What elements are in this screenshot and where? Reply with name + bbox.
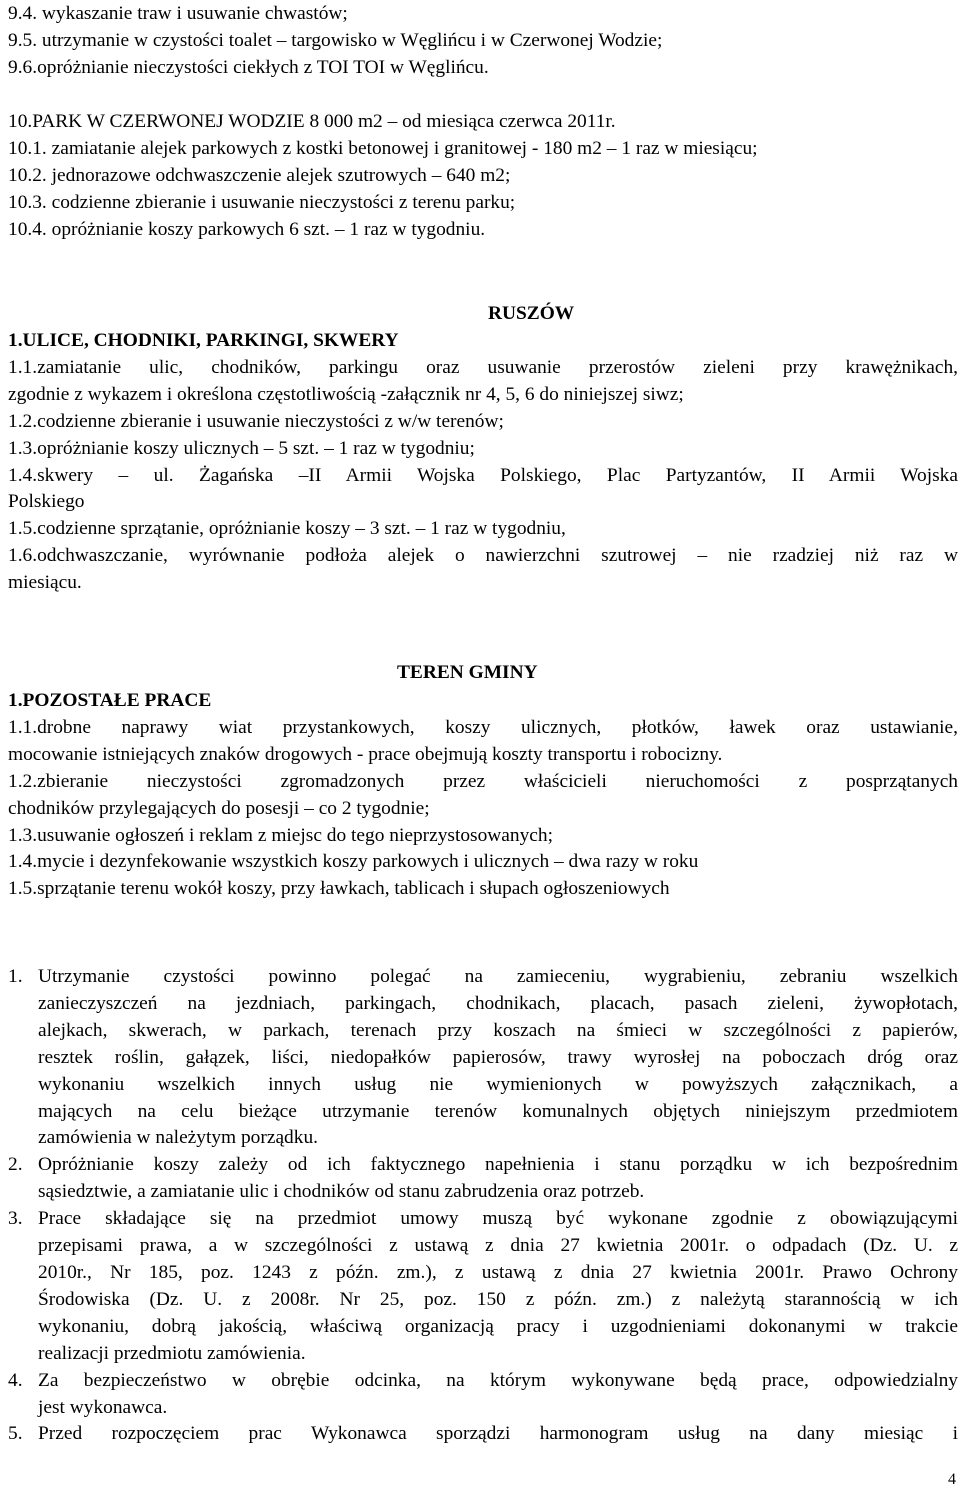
- park-wegliniec-section: [8, 1, 958, 82]
- text-line: wykonaniu wszelkich innych usług nie wymienionych w powyższych załącznikach, a: [38, 1073, 958, 1095]
- text-line: 1.4.skwery – ul. Żagańska –II Armii Wojska Polskiego, Plac Partyzantów, II Armii Wojska: [8, 464, 958, 486]
- ruszow-section: [8, 328, 958, 597]
- page-number: 4: [948, 1471, 956, 1488]
- list-number: 4.: [8, 1369, 23, 1391]
- text-line: miesiącu.: [8, 572, 82, 594]
- list-item: [8, 1152, 958, 1206]
- text-line: 1.3.usuwanie ogłoszeń i reklam z miejsc do tego nieprzystosowanych;: [8, 824, 553, 846]
- text-line: Polskiego: [8, 491, 85, 513]
- text-line: mocowanie istniejących znaków drogowych - prace obejmują koszty transportu i robocizny.: [8, 743, 723, 765]
- list-item: [8, 1206, 958, 1367]
- text-line: 9.5. utrzymanie w czystości toalet – targowisko w Węglińcu i w Czerwonej Wodzie;: [8, 29, 663, 51]
- text-line: przepisami prawa, a w szczególności z ustawą z dnia 27 kwietnia 2001r. o odpadach (Dz. U. z: [38, 1235, 958, 1257]
- list-number: 1.: [8, 966, 23, 987]
- text-line: alejkach, skwerach, w parkach, terenach przy koszach na śmieci w szczególności z papierów,: [38, 1019, 958, 1041]
- list-number: 2.: [8, 1154, 23, 1176]
- list-item: [8, 1421, 958, 1448]
- text-line: jest wykonawca.: [38, 1396, 168, 1418]
- text-line: Przed rozpoczęciem prac Wykonawca sporządzi harmonogram usług na dany miesiąc i: [38, 1423, 958, 1445]
- text-line: 1.3.opróżnianie koszy ulicznych – 5 szt. – 1 raz w tygodniu;: [8, 437, 475, 459]
- text-line: 1.2.codzienne zbieranie i usuwanie nieczystości z w/w terenów;: [8, 410, 504, 432]
- text-line: zamówienia w należytym porządku.: [38, 1127, 318, 1149]
- text-line: Środowiska (Dz. U. z 2008r. Nr 25, poz. 150 z późn. zm.) z należytą starannością w ich: [38, 1288, 958, 1310]
- section-heading: 10.PARK W CZERWONEJ WODZIE 8 000 m2 – od miesiąca czerwca 2011r.: [8, 111, 616, 132]
- park-czerwona-woda-section: [8, 109, 958, 244]
- text-line: 1.1.zamiatanie ulic, chodników, parkingu oraz usuwanie przerostów zieleni przy krawężnikach,: [8, 356, 958, 378]
- text-line: 1.4.mycie i dezynfekowanie wszystkich koszy parkowych i ulicznych – dwa razy w roku: [8, 851, 699, 873]
- teren-gminy-section: [8, 688, 958, 903]
- text-line: zgodnie z wykazem i określona częstotliwością -załącznik nr 4, 5, 6 do niniejszej siwz;: [8, 383, 684, 405]
- list-number: 5.: [8, 1423, 23, 1445]
- text-line: chodników przylegających do posesji – co 2 tygodnie;: [8, 797, 430, 819]
- text-line: resztek roślin, gałązek, liści, niedopałków papierosów, trawy wyrosłej na poboczach dróg oraz: [38, 1046, 958, 1068]
- section-title-teren-gminy: TEREN GMINY: [397, 662, 538, 683]
- text-line: 10.4. opróżnianie koszy parkowych 6 szt. – 1 raz w tygodniu.: [8, 218, 486, 240]
- text-line: zanieczyszczeń na jezdniach, parkingach, chodnikach, placach, pasach zieleni, żywopłotach,: [38, 992, 958, 1014]
- list-number: 3.: [8, 1208, 23, 1230]
- text-line: Za bezpieczeństwo w obrębie odcinka, na którym wykonywane będą prace, odpowiedzialny: [38, 1369, 958, 1391]
- text-line: Opróżnianie koszy zależy od ich faktycznego napełnienia i stanu porządku w ich bezpośrednim: [38, 1154, 958, 1176]
- text-line: 9.4. wykaszanie traw i usuwanie chwastów;: [8, 3, 348, 24]
- text-line: 9.6.opróżnianie nieczystości ciekłych z TOI TOI w Węglińcu.: [8, 56, 489, 78]
- list-item: [8, 964, 958, 1152]
- section-title-ruszow: RUSZÓW: [488, 303, 575, 324]
- text-line: 1.5.codzienne sprzątanie, opróżnianie koszy – 3 szt. – 1 raz w tygodniu,: [8, 518, 566, 540]
- text-line: 1.2.zbieranie nieczystości zgromadzonych przez właścicieli nieruchomości z posprzątanych: [8, 770, 958, 792]
- numbered-list: [8, 964, 958, 1448]
- text-line: 2010r., Nr 185, poz. 1243 z późn. zm.), z ustawą z dnia 27 kwietnia 2001r. Prawo Ochrony: [38, 1261, 958, 1283]
- text-line: mających na celu bieżące utrzymanie terenów komunalnych objętych niniejszym przedmiotem: [38, 1100, 958, 1122]
- text-line: 1.6.odchwaszczanie, wyrównanie podłoża alejek o nawierzchni szutrowej – nie rzadziej niż raz w: [8, 545, 958, 567]
- text-line: 10.2. jednorazowe odchwaszczenie alejek szutrowych – 640 m2;: [8, 164, 511, 186]
- text-line: wykonaniu, dobrą jakością, właściwą organizacją pracy i uzgodnieniami dokonanymi w trakcie: [38, 1315, 958, 1337]
- text-line: sąsiedztwie, a zamiatanie ulic i chodników od stanu zabrudzenia oraz potrzeb.: [38, 1181, 645, 1203]
- section-heading: 1.POZOSTAŁE PRACE: [8, 690, 212, 711]
- text-line: realizacji przedmiotu zamówienia.: [38, 1342, 306, 1364]
- text-line: 10.3. codzienne zbieranie i usuwanie nieczystości z terenu parku;: [8, 191, 516, 213]
- section-heading: 1.ULICE, CHODNIKI, PARKINGI, SKWERY: [8, 330, 399, 351]
- text-line: 1.1.drobne naprawy wiat przystankowych, koszy ulicznych, płotków, ławek oraz ustawianie,: [8, 716, 958, 738]
- text-line: Prace składające się na przedmiot umowy muszą być wykonane zgodnie z obowiązującymi: [38, 1208, 958, 1230]
- text-line: Utrzymanie czystości powinno polegać na zamieceniu, wygrabieniu, zebraniu wszelkich: [38, 966, 958, 987]
- text-line: 1.5.sprzątanie terenu wokół koszy, przy ławkach, tablicach i słupach ogłoszeniowych: [8, 878, 670, 900]
- list-item: [8, 1368, 958, 1422]
- text-line: 10.1. zamiatanie alejek parkowych z kostki betonowej i granitowej - 180 m2 – 1 raz w miesiącu;: [8, 137, 758, 159]
